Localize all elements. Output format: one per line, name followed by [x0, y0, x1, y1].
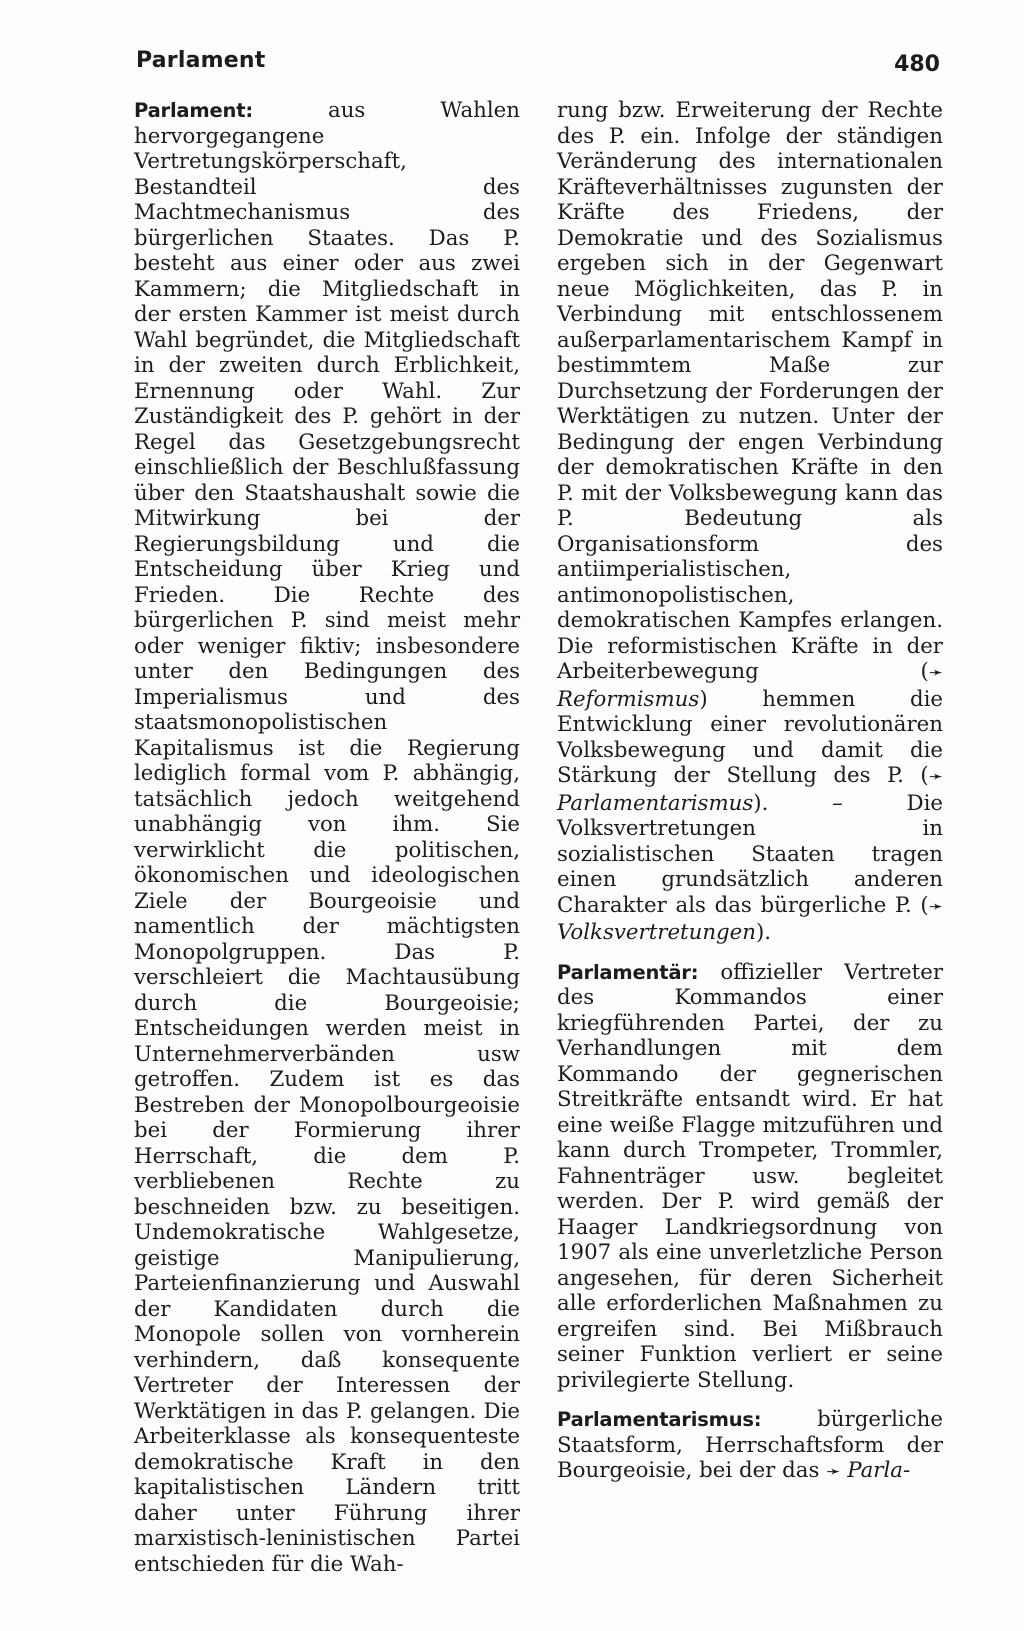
entry-term: Parlament:	[134, 99, 253, 122]
entry-text: aus Wahlen hervorgegangene Vertretungskörperschaft, Bestandteil des Machtmechanismus des bürgerlichen Staates. Das P. besteht aus einer oder aus zwei Kammern; die Mitgliedschaft in der ersten Kammer ist meist durch Wahl begründet, die Mitgliedschaft in der zweiten durch Erblichkeit, Ernennung oder Wahl. Zur Zuständigkeit des P. gehört in der Regel das Gesetzgebungsrecht einschließlich der Beschlußfassung über den Staatshaushalt sowie die Mitwirkung bei der Regierungsbildung und die Entscheidung über Krieg und Frieden. Die Rechte des bürgerlichen P. sind meist mehr oder weniger fiktiv; insbesondere unter den Bedingungen des Imperialismus und des staatsmonopolistischen Kapitalismus ist die Regierung lediglich formal vom P. abhängig, tatsächlich jedoch weitgehend unabhängig von ihm. Sie verwirklicht die politischen, ökonomischen und ideologischen Ziele der Bourgeoisie und namentlich der mächtigsten Monopolgruppen. Das P. verschleiert die Machtausübung durch die Bourgeoisie; Entscheidungen werden meist in Unternehmerverbänden usw getroffen. Zudem ist es das Bestreben der Monopolbourgeoisie bei der Formierung ihrer Herrschaft, die dem P. verbliebenen Rechte zu beschneiden bzw. zu beseitigen. Undemokratische Wahlgesetze, geistige Manipulierung, Parteienfinanzierung und Auswahl der Kandidaten durch die Monopole sollen von vornherein verhindern, daß konsequente Vertreter der Interessen der Werktätigen in das P. gelangen. Die Arbeiterklasse als konsequenteste demokratische Kraft in den kapitalistischen Ländern tritt daher unter Führung ihrer marxistisch-leninistischen Partei entschieden für die Wah-	[134, 98, 520, 1577]
entry-parlamentarismus	[557, 1407, 943, 1486]
cross-reference-parlamentarismus[interactable]: Parlamentarismus	[557, 790, 754, 816]
entry-parlamentaer	[557, 960, 943, 1394]
entry-text: bürgerliche Staatsform, Herrschaftsform der Bourgeoisie, bei der das	[557, 1407, 943, 1483]
entry-text: ).	[756, 920, 772, 945]
entry-text: ) hemmen die Entwicklung einer revolutionären Volksbewegung und damit die Stärkung der Stellung des P. (	[557, 686, 943, 788]
entry-text: rung bzw. Erweiterung der Rechte des P. ein. Infolge der ständigen Veränderung des internationalen Kräfteverhältnisses zugunsten der Kräfte des Friedens, der Demokratie und des Sozialismus ergeben sich in der Gegenwart neue Möglichkeiten, das P. in Verbindung mit entschlossenem außerparlamentarischem Kampf in bestimmtem Maße zur Durchsetzung der Forderungen der Werktätigen zu nutzen. Unter der Bedingung der engen Verbindung der demokratischen Kräfte in den P. mit der Volksbewegung kann das P. Bedeutung als Organisationsform des antiimperialistischen, antimonopolistischen, demokratischen Kampfes erlangen. Die reformistischen Kräfte in der Arbeiterbewegung (	[557, 98, 943, 684]
arrow-icon: ➛	[928, 767, 943, 787]
arrow-icon: ➛	[928, 896, 943, 917]
cross-reference-volksvertretungen[interactable]: Volksvertretungen	[557, 920, 756, 945]
entry-term: Parlamentär:	[557, 960, 699, 984]
entry-parlament-continued	[557, 98, 943, 946]
arrow-icon: ➛	[826, 1462, 841, 1482]
entry-text: ). – Die Volksvertretungen in sozialistischen Staaten tragen einen grundsätzlich anderen Charakter als das bürgerliche P. (	[557, 790, 943, 918]
entry-parlament	[134, 98, 520, 1577]
running-head: Parlament	[136, 48, 266, 73]
entry-text: offizieller Vertreter des Kommandos einer kriegführenden Partei, der zu Verhandlungen mit dem Kommando der gegnerischen Streitkräfte entsandt wird. Er hat eine weiße Flagge mitzuführen und kann durch Trompeter, Trommler, Fahnenträger usw. begleitet werden. Der P. wird gemäß der Haager Landkriegsordnung von 1907 als eine unverletzliche Person angesehen, für deren Sicherheit alle erforderlichen Maßnahmen zu ergreifen sind. Bei Mißbrauch seiner Funktion verliert er seine privilegierte Stellung.	[557, 959, 943, 1393]
arrow-icon: ➛	[928, 663, 943, 683]
entry-term: Parlamentarismus:	[557, 1408, 762, 1431]
page-number: 480	[894, 52, 940, 77]
left-column	[134, 98, 520, 1577]
right-column	[557, 98, 943, 1486]
cross-reference-parlamentarismus-continued[interactable]: Parla-	[847, 1458, 911, 1483]
cross-reference-reformismus[interactable]: Reformismus	[557, 686, 700, 712]
